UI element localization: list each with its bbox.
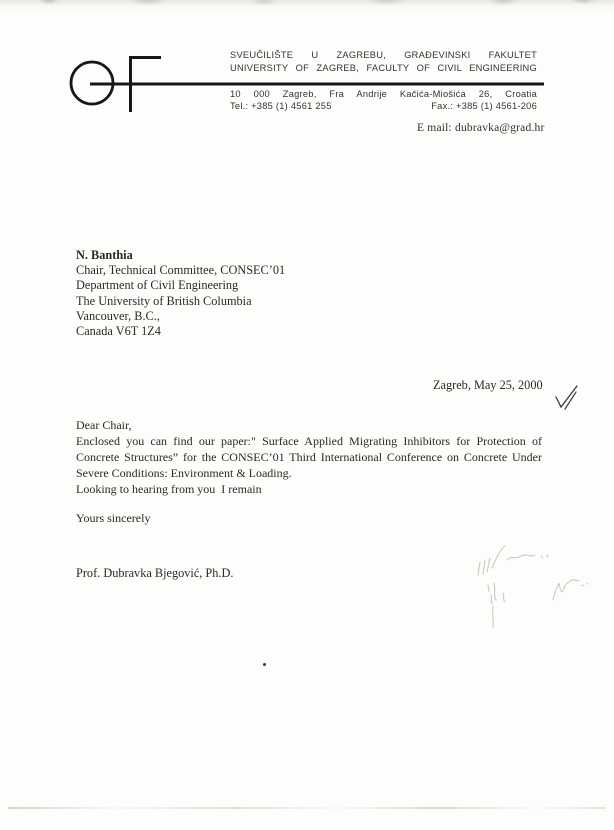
paragraph-line: Severe Conditions: Environment & Loading. xyxy=(76,466,292,481)
pencil-note-scribble xyxy=(458,538,593,638)
letterhead-email: E mail: dubravka@grad.hr xyxy=(417,122,545,134)
letterhead xyxy=(230,49,537,112)
letterhead-contact xyxy=(230,89,537,112)
letterhead-address: 10 000 Zagreb, Fra Andrije Kačića-Miošića 26, Croatia xyxy=(230,89,537,99)
paragraph-line: Concrete Structures” for the CONSEC’01 Third International Conference on Concrete Under xyxy=(76,450,542,465)
letterhead-fax: Fax.: +385 (1) 4561-206 xyxy=(431,100,537,111)
paragraph-line: Enclosed you can find our paper:" Surface Applied Migrating Inhibitors for Protection of xyxy=(76,434,542,449)
valediction: Yours sincerely xyxy=(76,511,151,526)
salutation: Dear Chair, xyxy=(76,418,132,432)
scan-speck xyxy=(263,663,266,666)
recipient-university: The University of British Columbia xyxy=(76,293,252,308)
recipient-title: Chair, Technical Committee, CONSEC’01 xyxy=(76,263,286,278)
university-name-croatian: SVEUČILIŠTE U ZAGREBU, GRAĐEVINSKI FAKULTET xyxy=(230,50,537,60)
handwritten-check-icon xyxy=(548,380,584,416)
recipient-city: Vancouver, B.C., xyxy=(76,308,160,323)
university-name-english: UNIVERSITY OF ZAGREB, FACULTY OF CIVIL ENGINEERING xyxy=(230,63,537,73)
recipient-department: Department of Civil Engineering xyxy=(76,278,239,293)
letterhead-telfax-row xyxy=(230,101,537,113)
scan-artifact-line xyxy=(8,807,606,809)
closing-line: Looking to hearing from you I remain xyxy=(76,482,262,497)
signature-name: Prof. Dubravka Bjegović, Ph.D. xyxy=(76,566,234,580)
recipient-name: N. Banthia xyxy=(76,248,133,262)
letter-body xyxy=(76,417,542,527)
recipient-address-block xyxy=(76,248,285,339)
letterhead-tel: Tel.: +385 (1) 4561 255 xyxy=(230,100,332,111)
dateline: Zagreb, May 25, 2000 xyxy=(433,378,543,392)
recipient-country-postal: Canada V6T 1Z4 xyxy=(76,324,161,339)
